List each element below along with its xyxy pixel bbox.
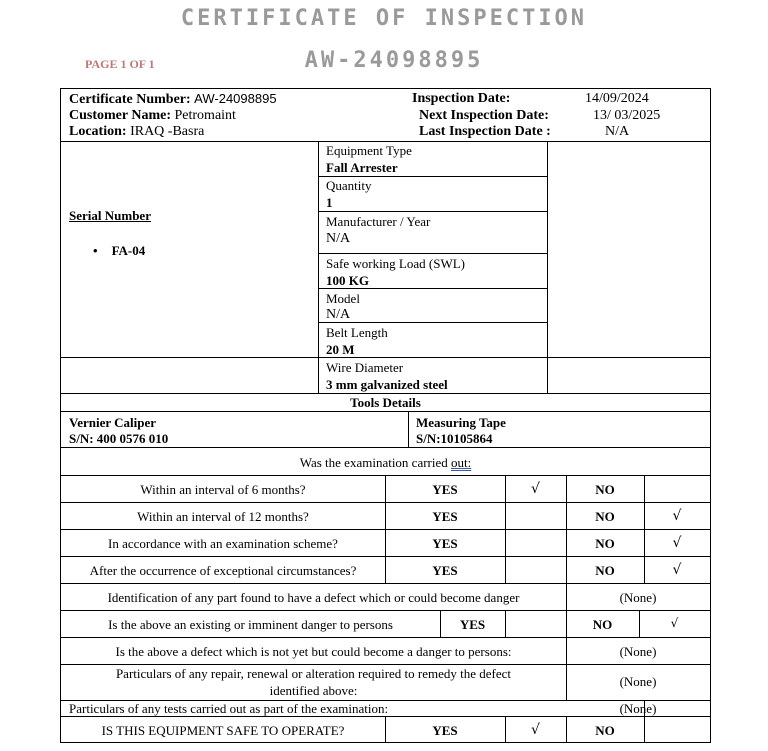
future-danger-value: (None)	[619, 644, 657, 659]
equipment-type-value: Fall Arrester	[326, 160, 398, 175]
manufacturer-value: N/A	[326, 231, 351, 246]
divider	[408, 411, 409, 447]
safe-to-operate-no: NO	[595, 723, 615, 738]
divider	[61, 357, 710, 358]
tests-particulars-value: (None)	[619, 701, 657, 716]
location-value: IRAQ -Basra	[130, 124, 205, 139]
belt-length-value: 20 M	[326, 342, 355, 357]
serial-number-item	[93, 243, 145, 259]
row-12-months-no-check-icon: √	[672, 508, 682, 524]
wire-diameter-label: Wire Diameter	[326, 360, 404, 375]
row-12-months-yes: YES	[432, 509, 458, 524]
cert-number-label: Certificate Number:	[69, 92, 191, 107]
bullet-icon: •	[93, 243, 98, 258]
future-danger-label: Is the above a defect which is not yet but could become a danger to persons:	[115, 644, 512, 659]
divider	[61, 664, 710, 665]
existing-danger-label: Is the above an existing or imminent danger to persons	[108, 617, 393, 632]
tool1-serial: S/N: 400 0576 010	[69, 431, 169, 446]
last-inspection-value: N/A	[605, 124, 630, 139]
defect-identification-label: Identification of any part found to have a defect which or could become danger	[107, 590, 520, 605]
certificate-code-title: AW-24098895	[304, 48, 484, 73]
row-exceptional-no: NO	[595, 563, 615, 578]
next-inspection-value: 13/ 03/2025	[593, 108, 661, 123]
repair-particulars-value: (None)	[619, 674, 657, 689]
divider	[318, 141, 319, 393]
existing-danger-no: NO	[592, 617, 613, 632]
divider	[61, 583, 710, 584]
document-title: CERTIFICATE OF INSPECTION	[180, 6, 588, 31]
divider	[61, 447, 710, 448]
divider	[61, 502, 710, 503]
safe-to-operate-label: IS THIS EQUIPMENT SAFE TO OPERATE?	[101, 723, 345, 738]
existing-danger-yes: YES	[459, 617, 486, 632]
manufacturer-label: Manufacturer / Year	[326, 214, 431, 229]
certificate-table	[60, 88, 711, 743]
safe-to-operate-yes: YES	[432, 723, 458, 738]
defect-identification-value: (None)	[619, 590, 657, 605]
row-scheme-yes: YES	[432, 536, 458, 551]
cert-number-value: AW-24098895	[194, 91, 277, 106]
exam-question-out: out:	[451, 455, 472, 470]
cert-number-line	[69, 91, 277, 108]
divider	[318, 288, 547, 289]
tool1-name: Vernier Caliper	[69, 415, 157, 430]
row-6-months-yes-check-icon: √	[531, 481, 540, 497]
quantity-value: 1	[326, 195, 333, 210]
row-scheme-no-check-icon: √	[672, 535, 682, 551]
swl-label: Safe working Load (SWL)	[326, 256, 465, 271]
row-6-months-no: NO	[595, 482, 615, 497]
last-inspection-label: Last Inspection Date :	[419, 124, 551, 139]
tests-particulars-label: Particulars of any tests carried out as part of the examination:	[69, 701, 389, 716]
divider	[61, 556, 710, 557]
equipment-type-label: Equipment Type	[326, 143, 412, 158]
inspection-date-label: Inspection Date:	[412, 91, 511, 106]
tool2-name: Measuring Tape	[416, 415, 506, 430]
location-label: Location:	[69, 124, 127, 139]
divider	[61, 637, 710, 638]
repair-particulars-line1: Particulars of any repair, renewal or alteration required to remedy the defect	[115, 666, 512, 681]
quantity-label: Quantity	[326, 178, 372, 193]
exam-question	[61, 455, 710, 471]
row-12-months-no: NO	[595, 509, 615, 524]
model-value: N/A	[326, 307, 351, 322]
serial-number-value: FA-04	[111, 243, 146, 258]
page-label: PAGE 1 OF 1	[85, 57, 155, 71]
tool2-serial: S/N:10105864	[416, 431, 493, 446]
belt-length-label: Belt Length	[326, 325, 388, 340]
row-scheme-label: In accordance with an examination scheme?	[108, 536, 338, 551]
row-scheme-no: NO	[595, 536, 615, 551]
row-exceptional-label: After the occurrence of exceptional circumstances?	[89, 563, 357, 578]
wire-diameter-value: 3 mm galvanized steel	[326, 377, 448, 392]
divider	[644, 716, 645, 743]
divider	[61, 411, 710, 412]
divider	[547, 141, 548, 393]
row-6-months-yes: YES	[432, 482, 458, 497]
existing-danger-no-check-icon: √	[670, 616, 679, 630]
divider	[318, 211, 547, 212]
row-12-months-label: Within an interval of 12 months?	[137, 509, 309, 524]
model-label: Model	[326, 291, 360, 306]
divider	[61, 393, 710, 394]
exam-question-text: Was the examination carried	[299, 455, 452, 470]
next-inspection-label: Next Inspection Date:	[419, 108, 549, 123]
divider	[318, 322, 547, 323]
row-exceptional-yes: YES	[432, 563, 458, 578]
divider	[505, 610, 506, 637]
serial-number-label: Serial Number	[69, 208, 151, 223]
divider	[61, 529, 710, 530]
row-exceptional-no-check-icon: √	[672, 562, 682, 578]
row-6-months-label: Within an interval of 6 months?	[140, 482, 306, 497]
divider	[61, 610, 710, 611]
location-line	[69, 124, 204, 140]
inspection-date-value: 14/09/2024	[585, 91, 649, 106]
swl-value: 100 KG	[326, 273, 369, 288]
divider	[61, 141, 710, 142]
tools-heading: Tools Details	[350, 395, 421, 410]
repair-particulars-line2: identified above:	[269, 683, 358, 698]
divider	[318, 253, 547, 254]
customer-label: Customer Name:	[69, 108, 171, 123]
customer-line	[69, 108, 236, 124]
customer-value: Petromaint	[174, 108, 236, 123]
divider	[318, 176, 547, 177]
safe-to-operate-yes-check-icon: √	[531, 722, 540, 738]
